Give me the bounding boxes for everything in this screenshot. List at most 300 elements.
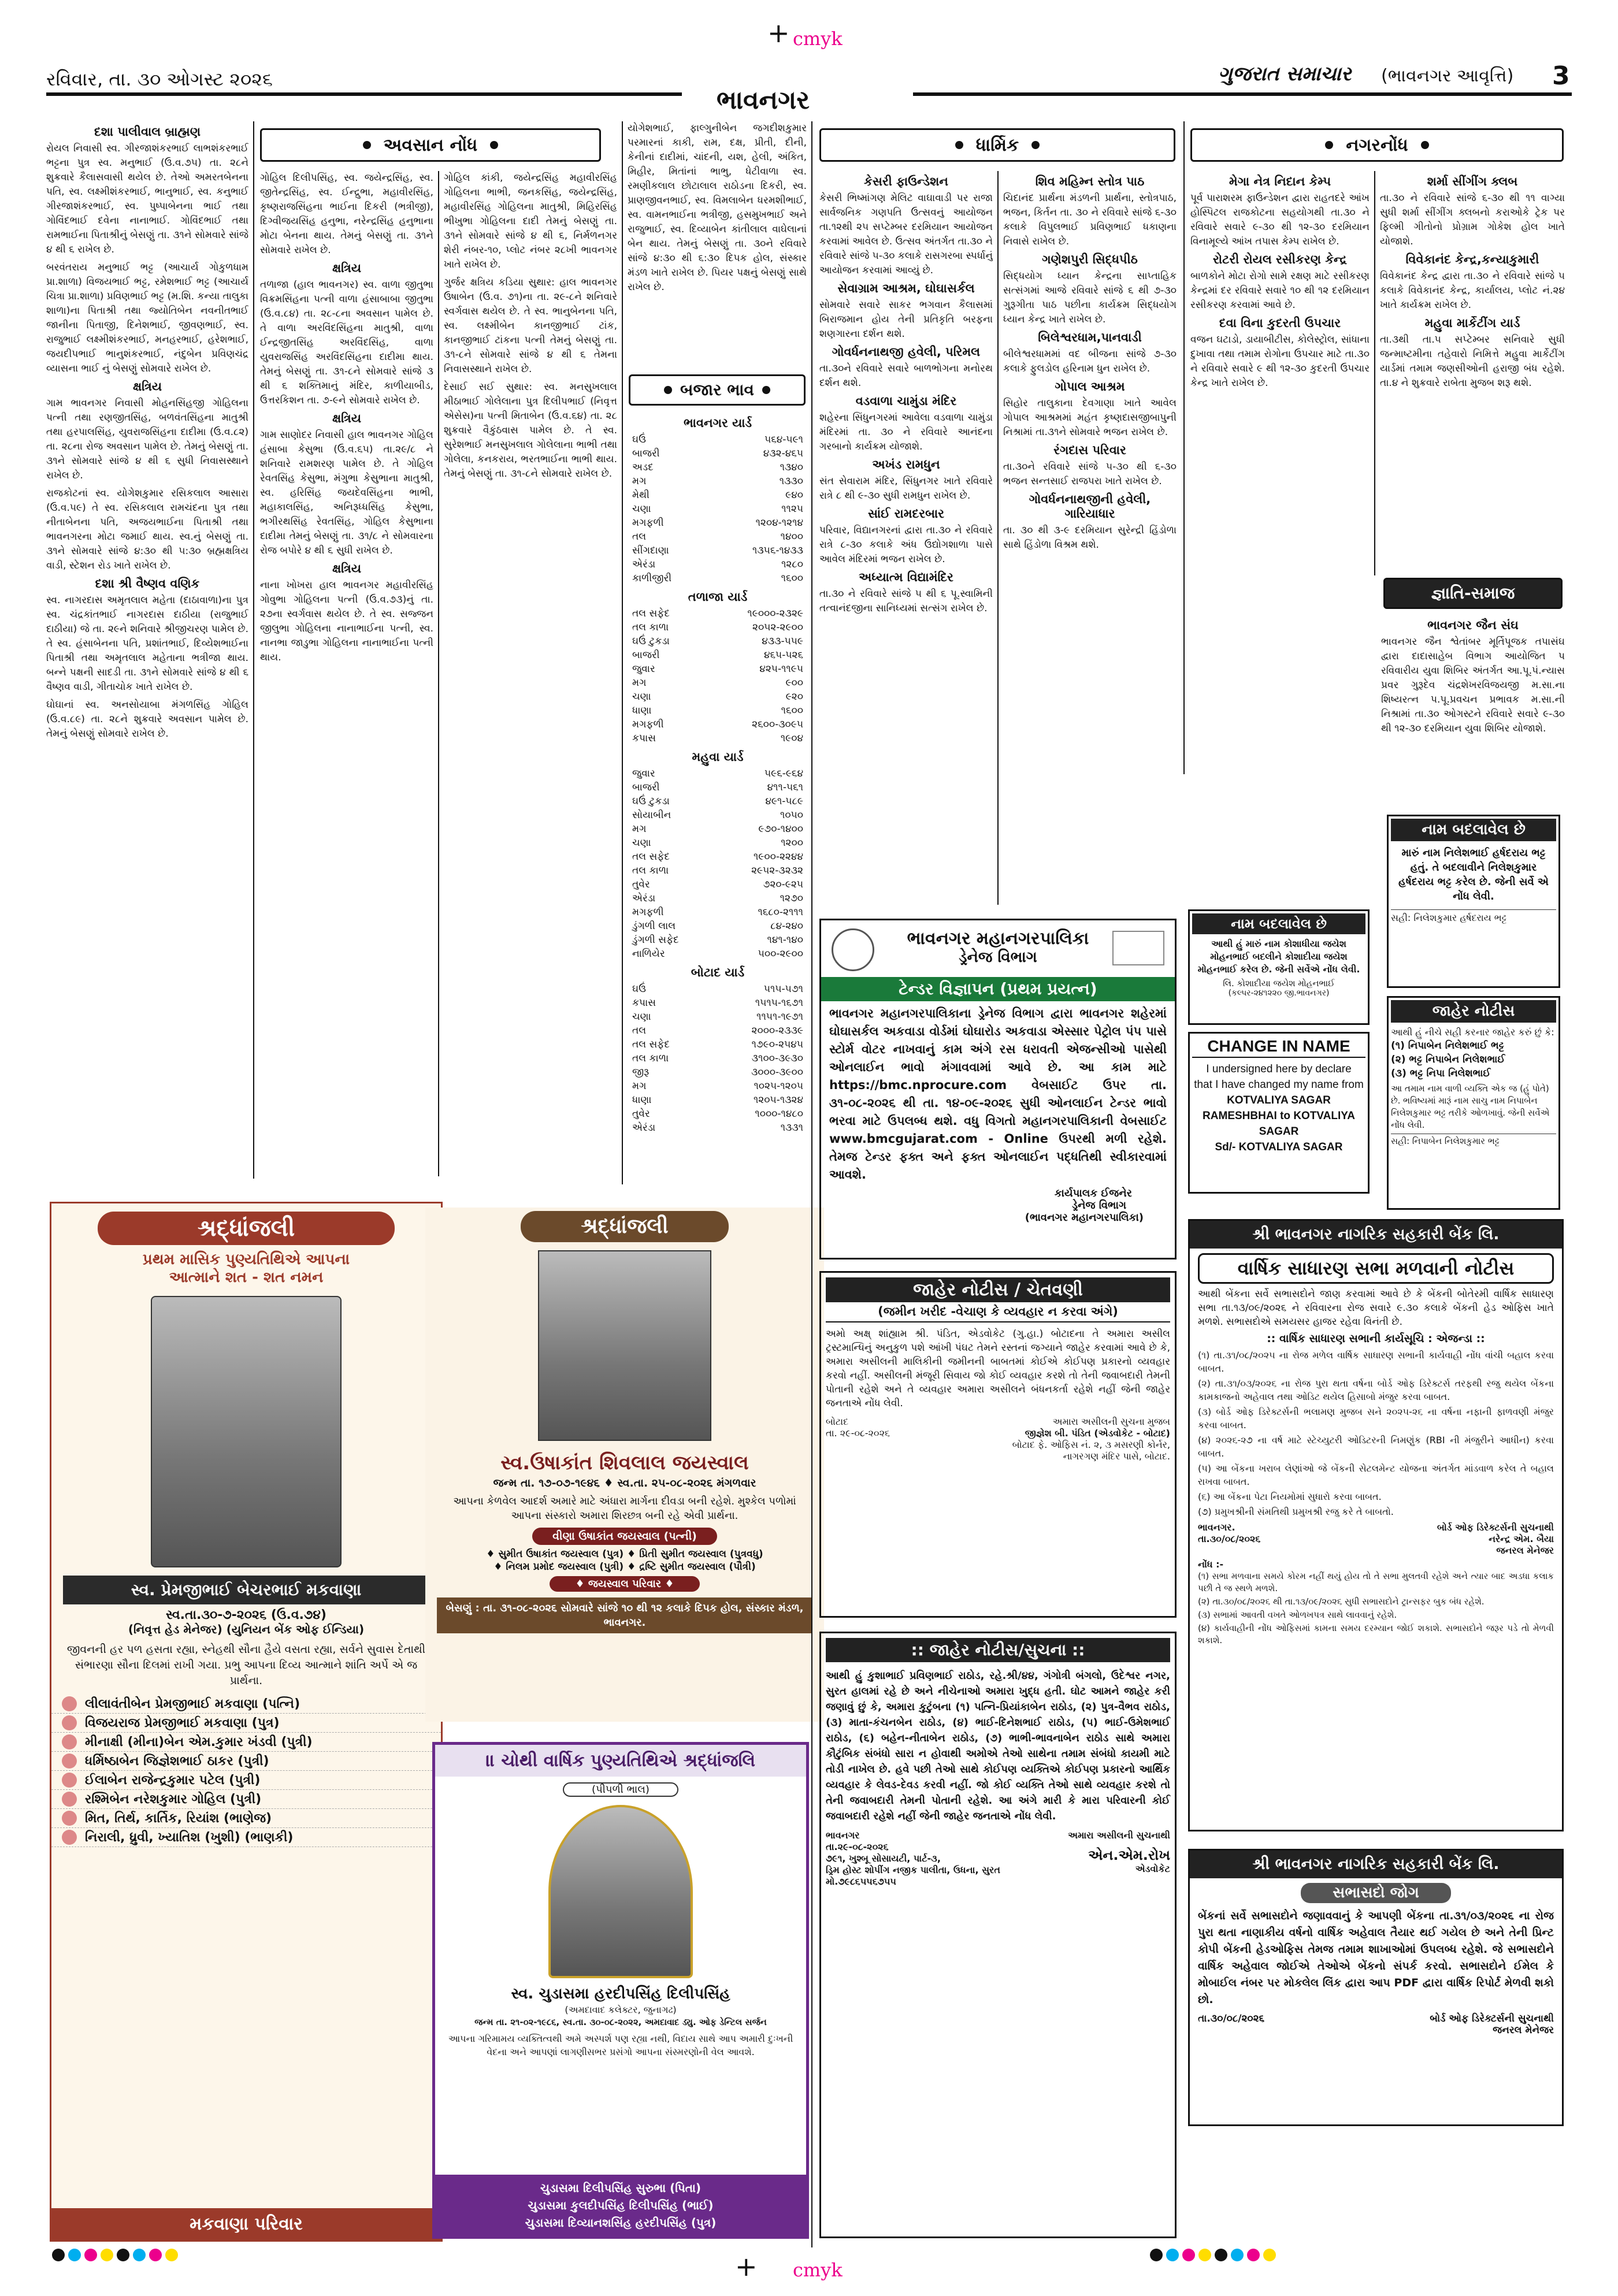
masthead-date: રવિવાર, તા. ૩૦ ઓગસ્ટ ૨૦૨૬ [46,68,273,90]
price-row [630,891,806,905]
obit-para: દેસાઈ સઈ સુથાર: સ્વ. મનસુખલાલ મીઠાભાઈ ગોલેલાના પુત્ર દિલીપભાઈ (નિવૃત્ત એસેસ)ના પત્ની મિતાબેન (ઉ.વ.૬૪) તા. ૨૮ શુક્રવારે વૈકુંઠવાસ પામેલ છે. તે સ્વ. સુરેશભાઈ મનસુખલાલ ગોલેલાના ભાભી તથા ગોલેલા, કનકરાય, ભરતભાઈના ભાભી થાય. તેમનું બેસણું તા. ૩૧-૮ને સોમવારે રાખેલ છે. [444,381,617,480]
shraddhanjali-chudasama [432,1742,809,2239]
notice-address: ડ્રિમ હોસ્ટ શોપીંગ નજીક પાલીતા, ઉધના, સુરત [826,1864,1000,1875]
notice-address: ૭૯૧, ખુશ્બૂ સોસાયટી, પાર્ટ-૩, [826,1853,941,1864]
notice-address: (કલ્પર-૨૪૧૨૨૦ જી.ભાવનગર) [1228,989,1330,998]
obit-para: રાજકોટનાં સ્વ. યોગેશકુમાર રસિકલાલ આસારા (ઉ.વ.૫૯) તે સ્વ. રસિકલાલ રામચંદના પુત્ર તથા નીતાબેનના પતિ, અજયભાઈના પિતાશ્રી તથા ભાવનગરના મોટા જમાઈ થાય. સ્વ.નું બેસણું તા. ૩૧ને સોમવારે સાંજે ૪:૩૦ થી ૫:૩૦ બ્રહ્મક્ષત્રિય વાડી, સ્ટેશન રોડ ખાતે રાખેલ છે. [46,488,248,571]
tender-notice [819,919,1177,1260]
news-headline: ગણેશપુરી સિદ્ધપીઠ [1042,252,1138,266]
news-body: કેસરી ભિષ્માંગણ મેલિટ વાઘાવાડી પર રાજા સાર્વજનિક ગણપતિ ઉત્સવનું આયોજન તા.૧૨થી ૨૫ સપ્ટેમ્બર દરમિયાન આયોજન કરવામાં આવેલ છે. ઉત્સવ અંતર્ગત તા.૩૦ ને રવિવારે સાંજે ૫-૩૦ કલાકે રાસગરબા સ્પર્ધાનું આયોજન કરવામાં આવ્યું છે. [819,192,993,276]
notice-line: that I have changed my name from [1194,1079,1364,1091]
tender-logo [832,928,874,971]
price-row [630,516,806,530]
price-row [630,460,806,474]
notice-item: (૧) નિપાબેન નિલેશભાઈ ભટ્ટ [1391,1040,1504,1052]
besnu-details: બેસણું : તા. ૩૧-૦૮-૨૦૨૬ સોમવારે સાંજે ૧૦ થી ૧૨ કલાકે દિપક હોલ, સંસ્કાર મંડળ, ભાવનગર. [437,1597,812,1633]
commodity-price: ૨૦૫૨-૨૯૦૦ [752,622,803,633]
commodity-name: મગફળી [632,906,664,918]
news-headline: મહુવા માર્કેટીંગ યાર્ડ [1424,316,1520,330]
agenda-item: (૩) બોર્ડ ઓફ ડિરેક્ટર્સની ભલામણ મુજબ સને ૨૦૨૫-૨૬ ના વર્ષના નફાની ફાળવણી મંજુર કરવા બાબત. [1198,1406,1554,1431]
news-headline: સાંઈ રામદરબાર [868,507,944,521]
price-row [630,634,806,648]
shraddhanjali-subtitle: પ્રથમ માસિક પુણ્યતિથિએ આપના [142,1251,350,1268]
family-member: ધર્મિષ્ઠાબેન જિજ્ઞેશભાઈ ઠાકર (પુત્રી) [85,1753,269,1769]
news-body: તા.૩૦ને રવિવારે સાંજે ૫-૩૦ થી ૬-૩૦ ભજન સન્તસાઈ રાજપરા ખાતે રાખેલ છે. [1003,461,1177,487]
family-row [51,1809,441,1828]
notice-sign: નાગરગણ મંદિર પાસે, બોટાદ. [1063,1451,1170,1462]
commodity-price: ૧૫૧૫-૧૬૭૧ [755,997,803,1009]
commodity-name: મગ [632,823,647,835]
commodity-name: એરંડા [632,893,656,904]
commodity-price: ૯૨૦ [785,691,803,703]
price-row [630,878,806,891]
commodity-price: ૨૬૦૦-૩૦૯૫ [752,719,803,730]
nagar-column-a [1190,171,1370,778]
tender-heading: ટેન્ડર વિજ્ઞાપન (પ્રથમ પ્રયત્ન) [821,977,1175,1001]
commodity-price: ૯૪૦ [785,489,803,501]
section-header-gnati: જ્ઞાતિ-સમાજ [1383,578,1563,609]
commodity-name: કપાસ [632,733,656,744]
column-divider [811,121,812,2247]
obit-heading-kshatriya: ક્ષત્રિય [132,380,162,393]
shraddhanjali-jayswal [425,1208,824,1722]
bank-sign: બોર્ડ ઓફ ડિરેક્ટર્સની સુચનાથી [1437,1522,1554,1533]
commodity-price: ૧૨૦૫-૧૩૨૪ [753,1094,803,1106]
notice-sign: અમારા અસીલની સુચનાથી [1068,1830,1170,1841]
news-headline: શિવ મહિમ્ન સ્તોત્ર પાઠ [1035,174,1145,188]
notice-sign: એન.એમ.રોખ [1088,1847,1170,1863]
price-row [630,836,806,850]
commodity-name: તલ સફેદ [632,851,670,863]
commodity-price: ૧૬૮૦-૨૧૧૧ [758,906,803,918]
notice-date: તા.૨૯-૦૮-૨૦૨૬ [826,1841,889,1852]
family-member: ચુડાસમા દિલીપસિંહ સુરુભા (પિતા) [540,2181,702,2195]
obit-para: ઘોઘાનાં સ્વ. અનસોયાબા મંગળસિંહ ગોહિલ (ઉ.વ.૮૯) તા. ૨૮ને શુક્રવારે અવસાન પામેલ છે. તેમનું બેસણું સોમવારે રાખેલ છે. [46,699,248,740]
commodity-price: ૧૬૦૦ [781,705,803,716]
bullet-icon [62,1696,77,1711]
price-row [630,718,806,731]
bank-name: શ્રી ભાવનગર નાગરિક સહકારી બેંક લિ. [1190,1851,1562,1878]
tribute-message: આપના કેળવેલ આદર્શ અમારે માટે અંધારા માર્ગના દીવડા બની રહેશે. મુશ્કેલ પળોમાં આપના સંસ્કારો અમારા શિરછત્ર બની રહે એવી પ્રાર્થના. [453,1495,796,1522]
notice-sign: સહી: નિલેશકુમાર હર્ષદરાય ભટ્ટ [1391,909,1556,924]
commodity-name: તુવેર [632,879,650,890]
commodity-price: ૨૦૦૦-૨૩૩૯ [751,1025,803,1036]
notes-heading: નોંધ :- [1198,1559,1224,1570]
market-yard-title: બોટાદ યાર્ડ [691,965,745,979]
news-body: વિવેકાનંદ કેન્દ્ર દ્વારા તા.૩૦ ને રવિવારે સાંજે ૫ કલાકે વિવેકાનંદ કેન્દ્ર, કાર્યાલય, પ્લોટ નં.૨૪ ખાતે કાર્યક્રમ રાખેલ છે. [1380,270,1565,311]
deceased-name: સ્વ. પ્રેમજીભાઈ બેચરભાઈ મકવાણા [63,1576,429,1604]
notice-heading: નામ બદલાવેલ છે [1391,819,1556,841]
deceased-name: સ્વ.ઉષાકાંત શિવલાલ જયસ્વાલ [500,1451,749,1474]
bank-sign: જનરલ મેનેજર [1493,2024,1554,2036]
commodity-price: ૪૩૩-૫૫૯ [762,636,803,647]
commodity-name: મગ [632,1080,647,1092]
commodity-price: ૧૧૨૫ [781,503,803,515]
commodity-name: એરંડા [632,1122,656,1134]
shraddhanjali-heading: શ્રદ્ધાંજલી [521,1211,729,1242]
bank-place: ભાવનગર. [1198,1522,1235,1533]
column-divider [1374,171,1375,575]
commodity-price: ૯૭૦-૧૪૦૦ [758,823,803,835]
family-row [51,1714,441,1733]
price-row [630,767,806,781]
news-body: ચિદાનંદ પ્રાર્થના મંડળની પ્રાર્થના, સ્તોત્રપાઠ, ભજન, કિર્તન તા. ૩૦ ને રવિવારે સાંજે ૬-૩૦ કલાકે વિપુલભાઈ પ્રવિણભાઈ ધકાણના નિવાસે રાખેલ છે. [1003,192,1177,247]
tender-body: ભાવનગર મહાનગરપાલિકાના ડ્રેનેજ વિભાગ દ્વારા ભાવનગર શહેરમાં ઘોઘાસર્કલ અકવાડા વોર્ડમાં ઘોઘારોડ અકવાડા એસ્સાર પેટ્રોલ પંપ પાસે સ્ટોર્મ વોટર નાખવાનું કામ અંગે રસ ધરાવતી એજન્સીઓ પાસેથી ઓનલાઈન ભાવો મંગાવવામાં આવે છે. આ કામ માટે https://bmc.nprocure.com વેબસાઈટ ઉપર તા. ૩૧-૦૮-૨૦૨૬ થી તા. ૧૪-૦૯-૨૦૨૬ સુધી ઓનલાઈન ટેન્ડર ભાવો ભરવા માટે ઉપલબ્ધ થશે. વધુ વિગતો મહાનગરપાલિકાની વેબસાઈટ www.bmcgujarat.com - Online ઉપરથી મળી રહેશે. તેમજ ટેન્ડર ફક્ત અને ફક્ત ઓનલાઈન પદ્ધતિથી સ્વીકારવામાં આવશે. [829,1006,1167,1182]
note-item: (૨) તા.૩૦/૦૮/૨૦૨૬ થી તા.૧૩/૦૯/૨૦૨૬ સુધી સભાસદોને ટ્રાન્સફર બુક બંધ રહેશે. [1198,1596,1485,1607]
commodity-name: ચણા [632,503,651,515]
market-yard-title: ભાવનગર યાર્ડ [683,416,752,430]
commodity-price: ૧૯૦૦-૨૨૪૪ [753,851,803,863]
price-row [630,1065,806,1079]
shraddhanjali-subtitle: આત્માને શત - શત નમન [169,1269,324,1286]
commodity-price: ૧૦૦૦-૧૪૮૦ [755,1108,803,1120]
news-body: બીલેશ્વરધામમાં વદ બીજના સાંજે ૭-૩૦ કલાકે ફુલડોલ હરિનામ ધુન રાખેલ છે. [1003,348,1177,374]
family-member: મીનાક્ષી (મીના)બેન એમ.કુમાર ખંડવી (પુત્રી) [85,1734,313,1749]
news-headline: રોટરી રોયલ રસીકરણ કેન્દ્ર [1213,252,1347,266]
commodity-name: ચણા [632,1011,651,1023]
price-row [630,864,806,878]
commodity-name: સોયાબીન [632,809,671,821]
news-body: પરિવાર, વિદ્યાનગરનાં દ્વારા તા.૩૦ ને રવિવારે રાત્રે ૮-૩૦ કલાકે અંધ ઉદ્યોગશાળા પાસે આવેલ મંદિરમાં ભજન રાખેલ છે. [819,525,993,565]
bank-members-notice [1188,1849,1564,2126]
news-body: તા.૩૦ ને રવિવારે સાંજે ૬-૩૦ થી ૧૧ વાગ્યા સુધી શર્મા સીંગીંગ ક્લબનો કરાઓકે ટ્રેક પર ફિલ્મી ગીતોનો પ્રોગ્રામ ગોકેશ હોલ ખાતે યોજાશે. [1380,192,1565,247]
family-row [51,1733,441,1752]
column-4-text [628,121,807,364]
commodity-name: નાળિયેર [632,948,665,960]
family-member: રશ્મિબેન નરેશકુમાર ગોહિલ (પુત્રી) [85,1792,262,1807]
masthead-rule-right [913,92,1572,96]
jaher-notice-small [1387,996,1560,1210]
news-headline: ગોવર્ધનનાથજીની હવેલી, ગારિયાધાર [1029,492,1151,521]
price-row [630,1024,806,1038]
note-item: (૪) કાર્યવાહીની નોંધ ઓફિસમાં કામના સમય દરમ્યાન જોઈ શકાશે. સભાસદોને જરૂર પડે તો મેળવી શકાશે. [1198,1623,1554,1645]
obit-para: તળાજા (હાલ ભાવનગર) સ્વ. વાળા જીતુભા વિક્રમસિંહના પત્ની વાળા હંસાબાબા જીતુભા (ઉ.વ.૮૪) તા. ૨૮-૮ના અવસાન પામેલ છે. તે વાળા અરવિંદસિંહના માતુશ્રી, વાળા ઈન્દ્રજીતસિંહ અરવિંદસિંહ, વાળા યુવરાજસિંહ અરવિંદસિંહના દાદીમા થાય. તેમનું બેસણું તા. ૩૧-૮ને સોમવારે સાંજે ૩ થી ૬ શક્તિમાનું મંદિર, કાળીયાબીડ, ઉત્તરકિશન તા. ૭-૯ને સોમવારે રાખેલ છે. [260,279,433,406]
column-1-obituaries [46,121,248,1179]
obit-para: સ્વ. નાગરદાસ અમૃતલાલ મહેતા (દાઠાવાળા)ના પુત્ર સ્વ. ચંદ્રકાંતભાઈ નાગરદાસ દાઠીયા (રાજુભાઈ દાઠીયા) જે તા. ૨૯ને શનિવારે શ્રીજીચરણ પામેલ છે. તે સ્વ. હંસાબેનના પતિ, પ્રશાંતભાઈ, દિવ્યેશભાઈના પિતાશ્રી તથા અમૃતલાલ મહેતાના ભત્રીજા થાય. બન્ને પક્ષની સાદડી તા. ૩૧ને સોમવારે સાંજે ૪ થી ૬ વૈષ્ણવ વાડી, ગીતાચોક ખાતે રાખેલ છે. [46,595,248,693]
notice-sign: બોટાદ ફે. ઓફિસ નં. ૨, ૩ મસરણી કોર્નર, [1012,1439,1170,1450]
notice-date: તા. ૨૯-૦૮-૨૦૨૬ [826,1428,890,1439]
notice-footer: આ તમામ નામ વાળી વ્યક્તિ એક જ (હું પોતે) છે. ભવિષ્યમાં મારૂં નામ સાચુ નામ નિપાબેન નિલેશકુમાર ભટ્ટ તરીકે ઓળખાવું. જેની સર્વેએ નોંધ લેવી. [1391,1083,1550,1130]
price-row [630,662,806,676]
price-row [630,808,806,822]
price-table [630,607,806,745]
price-row [630,676,806,690]
commodity-name: ધાણા [632,1094,652,1106]
commodity-name: મગ [632,677,647,689]
portrait-photo [151,1296,342,1567]
notice-line: SAGAR [1259,1125,1299,1138]
tender-sign: કાર્યપાલક ઈજનેર [1054,1187,1132,1199]
bullet-icon [62,1753,77,1769]
news-body: બાળકોને મોટા રોગો સામે રક્ષણ માટે રસીકરણ કેન્દ્રમાં દર રવિવારે સવારે ૧૦ થી ૧૨ દરમિયાન રસીકરણ કરવામાં આવે છે. [1190,270,1370,311]
commodity-name: તલ સફેદ [632,1039,670,1050]
family-row [51,1790,441,1809]
family-footer: મકવાણા પરિવાર [51,2208,441,2240]
bank-date: તા.૩૦/૦૮/૨૦૨૬ [1198,2013,1265,2024]
tender-org: ભાવનગર મહાનગરપાલિકા [907,928,1089,949]
price-row [630,1093,806,1107]
price-row [630,530,806,544]
commodity-name: ડુંગળી સફેદ [632,934,679,946]
bank-intro: આથી બેંકના સર્વે સભાસદોને જાણ કરવામાં આવે છે કે બેંકની બોતેરમી વાર્ષિક સાધારણ સભા તા.૧૩/૦૯/૨૦૨૬ ને રવિવારના રોજ સવારે ૯.૩૦ કલાકે બેંકની હેડ ઓફિસ ખાતે મળશે. સભાસદોએ સમયસર હાજર રહેવા વિનંતી છે. [1198,1288,1554,1328]
cmyk-label-bottom: cmyk [793,2259,843,2281]
bullet-icon [62,1715,77,1730]
dharmik-column-b [1003,171,1177,905]
commodity-price: ૧૦૨૫-૧૨૦૫ [754,1080,803,1092]
print-crosshair-bottom: + [735,2251,758,2282]
commodity-name: બાજરી [632,448,660,459]
commodity-price: ૧૧૫૧-૧૯૭૧ [756,1011,803,1023]
commodity-name: કાળીજીરી [632,573,672,584]
family-member: ♦ જયસ્વાલ પરિવાર ♦ [550,1576,700,1592]
commodity-price: ૧૦૫૦ [780,809,803,821]
commodity-name: મગ [632,475,647,487]
price-row [630,433,806,447]
price-row [630,982,806,996]
news-body: સિદ્ધયોગ ધ્યાન કેન્દ્રના સાપ્તાહિક સત્સંગમાં આજે રવિવારે સાંજે ૬ થી ૭-૩૦ ગુરૂગીતા પાઠ પછીના કાર્યક્રમ સિદ્ધયોગ ધ્યાન કેન્દ્ર ખાતે રાખેલ છે. [1003,270,1177,325]
avsan-column-b [444,171,617,1176]
dharmik-column-a [819,171,993,905]
commodity-price: ૧૩૪૦ [780,462,803,473]
notice-item: (૨) ભટ્ટ નિપાબેન નિલેશભાઈ [1391,1054,1505,1065]
commodity-name: તલ કાળા [632,1053,669,1064]
price-table [630,982,806,1135]
notes-list [1198,1570,1554,1647]
price-row [630,648,806,662]
obit-heading-kshatriya: ક્ષત્રિય [332,562,362,575]
commodity-name: ચણા [632,837,651,849]
news-body: સોમવારે સવારે સાકર ભગવાન કૈલાસમાં બિરાજમાન હોય તેની પ્રતિકૃતિ બરફના શણગારના દર્શન થશે. [819,299,993,340]
nagar-column-b [1380,171,1565,564]
commodity-price: ૧૨૦૦ [781,837,803,849]
commodity-price: ૩૦૦૦-૩૯૦૦ [751,1067,803,1078]
price-row [630,544,806,558]
news-headline: ગોવર્ધનનાથજી હવેલી, પરિમલ [832,345,981,359]
commodity-name: તલ સફેદ [632,608,670,619]
price-row [630,850,806,864]
agenda-item: (૬) આ બેંકના પેટા નિયમોમાં સુધારો કરવા બાબત. [1198,1491,1382,1502]
jaher-suchna-notice [819,1632,1177,2238]
news-body: શહેરના સિંધુનગરમાં આવેલા વડવાળા ચામુંડા મંદિરમાં તા. ૩૦ ને રવિવારે આનંદના ગરબાનો કાર્યક્રમ યોજાશે. [819,412,993,452]
bank-notice-heading: સભાસદો જોગ [1301,1883,1451,1903]
notice-heading: :: જાહેર નોટીસ/સુચના :: [826,1638,1170,1662]
price-row [630,1052,806,1065]
news-headline: બિલેશ્વરધામ,પાનવાડી [1038,330,1142,344]
obit-para: ગામ ભાવનગર નિવાસી મોહનસિંહજી ગોહિલના પત્ની તથા રણજીતસિંહ, બળવંતસિંહના માતુશ્રી તથા હરપાલસિંહ, યુવરાજસિંહના દાદીમા (ઉ.વ.૮૨) તા. ૨૮ના રોજ અવસાન પામેલ છે. તેમનું બેસણું તા. ૩૧ને સોમવારે સાંજે ૪ થી ૬ સુધી નિવાસસ્થાને રાખેલ છે. [46,397,248,481]
price-row [630,822,806,836]
bank-sign: નરેન્દ્ર એમ. બૈયા [1489,1533,1554,1544]
obit-para: ગુર્જર ક્ષત્રિય કડિયા સુથાર: હાલ ભાવનગર ઉષાબેન (ઉ.વ. ૭૧)ના તા. ૨૯-૮ને શનિવારે સ્વર્ગવાસ થયેલ છે. તે સ્વ. ભાનુબેનના પતિ, સ્વ. લક્ષ્મીબેન કાનજીભાઈ ટાંક, કાનજીભાઈ ટાંકના પત્ની તેમનું બેસણું તા. ૩૧-૮ને સોમવારે સાંજે ૪ થી ૬ તેમના નિવાસસ્થાને રાખેલ છે. [444,277,617,375]
bank-name: શ્રી ભાવનગર નાગરિક સહકારી બેંક લિ. [1190,1221,1562,1249]
news-body: સંત સેવારામ મંદિર, સિંધુનગર ખાતે રવિવારે રાત્રે ૮ થી ૯-૩૦ સુધી રામધુન રાખેલ છે. [819,475,993,501]
section-header-bazar: બજાર ભાવ [629,374,806,406]
deceased-sub: (અમદાવાદ કલેક્ટર, જુનાગઢ) [565,2004,677,2015]
commodity-name: સીંગદાણા [632,545,669,556]
commodity-name: ઘઉં [632,434,646,445]
shraddhanjali-heading: ॥ ચોથી વાર્ષિક પુણ્યતિથિએ શ્રદ્ધાંજલિ [435,1745,806,1777]
commodity-price: ૪૨૫-૧૧૯૫ [759,663,803,675]
commodity-price: ૧૩૩૧ [780,1122,803,1134]
commodity-name: તુવેર [632,1108,650,1120]
obit-heading-kshatriya: ક્ષત્રિય [332,261,362,275]
market-yard-title: તળાજા યાર્ડ [688,590,748,604]
obit-para: નાના ખોખરા હાલ ભાવનગર મહાવીરસિંહ ગોવુભા ગોહિલના પત્ની (ઉ.વ.૭૩)નું તા. ૨૭ના સ્વર્ગવાસ થયેલ છે. તે સ્વ. સજ્જન જીલુભા ગોહિલના નાનાભાઈના પત્ની, સ્વ. નાનભા જાડુભા ગોહિલના નાનાભાઈના પત્ની થાય. [260,579,433,663]
print-crosshair-top: + [767,17,790,49]
news-headline: ગોપાલ આશ્રમ [1055,380,1125,393]
commodity-price: ૧૭૯૦-૨૫૪૫ [751,1039,803,1050]
name-change-notice-1 [1387,815,1560,988]
masthead-paper-name: ગુજરાત સમાચાર [1218,62,1352,86]
price-row [630,502,806,516]
agenda-item: (૫) આ બેંકના ખરાબ લેણાંઓ જે બેંકની સેટલમેન્ટ યોજના અંતર્ગત માંડવાળ કરેલ તે બહાલ રાખવા બાબત. [1198,1463,1554,1487]
agenda-item: (૨) તા.૩૧/૦૩/૨૦૨૬ ના રોજ પુરા થતા વર્ષના બોર્ડ ઓફ ડિરેક્ટર્સ તરફથી રજુ થયેલ બેંકના કામકાજનો અહેવાલ તથા ઓડિટ થયેલ હિસાબો મંજુર કરવા બાબત. [1198,1378,1554,1402]
family-member: ♦ સુમીત ઉષાકાંત જયસ્વાલ (પુત્ર) ♦ પ્રિતી સુમીત જયસ્વાલ (પુત્રવધુ) [486,1548,763,1560]
news-body: તા.૩થી તા.૫ સપ્ટેમ્બર સનિવારે સુધી જન્માષ્ટમીના તહેવારો નિમિત્તે મહુવા માર્કેટીંગ યાર્ડમાં તમામ જણસીઓની હરાજી બંધ રહેશે. તા.૪ ને શુક્રવારે રાબેતા મુજબ શરૂ થશે. [1380,334,1565,389]
bank-date: તા.૩૦/૦૮/૨૦૨૬ [1198,1533,1261,1544]
commodity-price: ૧૨૭૦ [780,893,803,904]
commodity-name: જુવાર [632,768,655,779]
market-yard-title: મહુવા યાર્ડ [692,750,744,764]
registration-dots-right [1150,2249,1276,2261]
commodity-name: બાજરી [632,782,660,793]
commodity-name: તલ [632,1025,647,1036]
commodity-price: ૧૩૩૦ [779,475,803,487]
price-table [630,433,806,585]
bazar-bhav-list [630,411,806,1186]
notice-sign: એડવોકેટ [1135,1863,1170,1874]
family-row [51,1695,441,1714]
family-row [51,1752,441,1771]
page-number: 3 [1552,61,1570,91]
news-body: તા. ૩૦ થી ૩-૯ દરમિયાન સુરેન્દ્રી હિંડોળા સાથે હિંડોળા વિશ્રમ થશે. [1003,525,1177,551]
price-row [630,488,806,502]
commodity-price: ૪૧૧-૫૬૧ [767,782,803,793]
commodity-name: મેથી [632,489,650,501]
price-row [630,905,806,919]
news-headline: અખંડ રામધુન [872,458,940,471]
notice-text: આથી હું નીચે સહી કરનાર જાહેર કરું છું કે: [1391,1027,1554,1038]
column-divider [1183,121,1185,774]
notice-heading: CHANGE IN NAME [1192,1036,1365,1058]
agenda-item: (૧) તા.૩૧/૦૮/૨૦૨૫ ના રોજ મળેલ વાર્ષિક સાધારણ સભાની કાર્યવાહી નોંધ વાંચી બહાલ કરવા બાબત. [1198,1350,1554,1374]
commodity-price: ૧૬૦૦ [781,573,803,584]
bank-body: બેંકનાં સર્વે સભાસદોને જણાવવાનું કે આપણી બેંકના તા.૩૧/૦૩/૨૦૨૬ ના રોજ પુરા થતા નાણાકીય વર્ષનો વાર્ષિક અહેવાલ તૈયાર થઈ ગયેલ છે અને તેની પ્રિન્ટ કોપી બેંકની હેડઓફિસ તેમજ તમામ શાખાઓમાં ઉપલબ્ધ રહેશે. જે સભાસદોને વાર્ષિક અહેવાલ જોઈએ તેઓએ બેંકનો સંપર્ક કરવો. સભાસદોને ઈમેલ કે મોબાઈલ નંબર પર મોકલેલ લિંક દ્વારા આપ PDF દ્વારા વાર્ષિક રિપોર્ટ મેળવી શકો છો. [1198,1909,1554,2006]
notice-sign: સહી: નિપાબેન નિલેશકુમાર ભટ્ટ [1391,1134,1556,1146]
shraddhanjali-makwana [50,1202,443,2242]
commodity-name: મગફળી [632,517,664,529]
commodity-name: ઘઉં ટુકડા [632,796,670,807]
commodity-name: અડદ [632,462,654,473]
commodity-name: કપાસ [632,997,656,1009]
commodity-name: ધાણા [632,705,652,716]
price-row [630,1107,806,1121]
price-row [630,1010,806,1024]
tender-dept: ડ્રેનેજ વિભાગ [959,949,1037,966]
column-divider [622,121,623,1184]
notice-heading: જાહેર નોટીસ / ચેતવણી [826,1277,1170,1302]
family-member: લીલાવંતીબેન પ્રેમજીભાઈ મકવાણા (પત્નિ) [85,1696,300,1711]
news-headline: દવા વિના કુદરતી ઉપચાર [1219,316,1341,330]
masthead-rule [46,92,682,96]
bullet-icon [62,1773,77,1788]
news-body: તા.૩૦ ને રવિવારે સાંજે ૫ થી ૬ પૂ.સ્વામિની તત્વાનંદજીના સાનિધ્યમાં સત્સંગ રાખેલ છે. [819,588,993,614]
commodity-name: ઘઉં [632,983,646,995]
price-row [630,781,806,794]
notice-item: (૩) ભટ્ટ નિપા નિલેશભાઈ [1391,1068,1491,1079]
notice-place: ભાવનગર [826,1830,860,1841]
commodity-name: ચણા [632,691,651,703]
price-row [630,1121,806,1135]
place-tag: (પીપળી ભાલ) [563,1782,678,1797]
tender-sign: (ભાવનગર મહાનગરપાલિકા) [1025,1212,1144,1224]
family-member: મિત, તિર્થ, કાર્તિક, રિયાંશ (ભાણેજ) [85,1811,272,1826]
bank-agm-notice [1188,1219,1564,1831]
bank-notice-heading: વાર્ષિક સાધારણ સભા મળવાની નોટીસ [1198,1253,1554,1284]
commodity-price: ૪૩૨-૪૬૫ [763,448,803,459]
price-row [630,607,806,621]
notice-sub: (જમીન ખરીદ -વેચાણ કે વ્યવહાર ન કરવા અંગે) [826,1302,1170,1322]
news-headline: સેવાગ્રામ આશ્રમ, ઘોઘાસર્કલ [837,281,975,295]
commodity-name: ઘઉં ટુકડા [632,636,670,647]
family-block [435,2175,806,2236]
commodity-price: ૧૪૧-૧૪૦ [767,934,803,946]
notice-line: Sd/- KOTVALIYA SAGAR [1215,1141,1343,1153]
gnati-title: ભાવનગર જૈન સંઘ [1427,618,1519,632]
bullet-icon [62,1734,77,1749]
masthead-edition: (ભાવનગર આવૃત્તિ) [1381,66,1514,86]
cmyk-label-top: cmyk [793,28,843,50]
notice-text: મારું નામ નિલેશભાઈ હર્ષદરાય ભટ્ટ હતું. તે બદલાવીને નિલેશકુમાર હર્ષદરાય ભટ્ટ કરેલ છે. જેની સર્વે એ નોંધ લેવી. [1398,847,1549,902]
obit-heading-kshatriya: ક્ષત્રિય [332,411,362,425]
commodity-price: ૭૨૦-૯૨૫ [763,879,803,890]
commodity-name: મગફળી [632,719,664,730]
section-header-nagar: નગરનોંધ [1190,128,1564,162]
price-row [630,558,806,571]
notice-line: KOTVALIYA SAGAR [1227,1094,1331,1106]
family-member: ♦ નિલમ પ્રમોદ જયસ્વાલ (પુત્રી) ♦ દ્રષ્ટિ સુમીત જયસ્વાલ (પૌત્રી) [493,1561,756,1573]
news-body: પૂર્વ પારાશરમ ફાઉન્ડેશન દ્વારા રાહતદરે આંખ હોસ્પિટલ રાજકોટના સહયોગથી તા.૩૦ ને રવિવારે સવારે ૯-૩૦ થી ૧૨-૩૦ દરમિયાન વિનામૂલ્યે આંખ તપાસ કેમ્પ રાખેલ છે. [1190,192,1370,247]
note-item: (૧) સભા મળવાના સમયે કોરમ નહીં થયું હોય તો તે સભા મુલતવી રહેશે અને ત્યાર બાદ અડધા કલાક પછી તે જ સ્થળે મળશે. [1198,1571,1554,1593]
news-headline: વડવાળા ચામુંડા મંદિર [855,394,957,408]
agenda-item: (૪) ૨૦૨૬-૨૭ ના વર્ષ માટે સ્ટેચ્યુટરી ઓડિટરની નિમણુંક (RBI ની મંજુરીને આધીન) કરવા બાબત. [1198,1435,1554,1459]
portrait-photo [538,1250,711,1441]
notice-sign: જીજ્ઞેશ બી. પંડિત (એડવોકેટ - બોટાદ) [1025,1428,1170,1439]
family-row [51,1771,441,1790]
news-headline: મેગા નેત્ર નિદાન કેમ્પ [1229,174,1331,188]
bullet-icon [62,1811,77,1826]
commodity-name: એરંડા [632,559,656,570]
commodity-price: ૫૦૦-૨૯૦૦ [758,948,803,960]
family-member: વીણા ઉષાકાંત જયસ્વાલ (પત્ની) [532,1528,717,1545]
price-row [630,933,806,947]
price-row [630,690,806,704]
registration-dots-left [52,2249,178,2261]
price-row [630,704,806,718]
agenda-heading: :: વાર્ષિક સાધારણ સભાની કાર્યસૂચિ : એજન્ડા :: [1267,1332,1485,1345]
commodity-name: જીરૂ [632,1067,650,1078]
price-row [630,621,806,634]
tribute-message: આપના ગરિમામય વ્યક્તિત્વથી અમે અસ્પર્શ પણ રહ્યા નથી, વિદાય સાથે આપ અમારી દુઃખની વેદના અને આપણાં લાગણીસભર પ્રસંગો આપના સંસ્મરણોની વેલ આવશે. [448,2033,793,2057]
obit-para: ગામ સાણોદર નિવાસી હાલ ભાવનગર ગોહિલ હંસાબા કેસુભા (ઉ.વ.૬૫) તા.૨૯/૮ ને શનિવારે રામશરણ પામેલ છે. તે ગોહિલ રેવતસિંહ કેસુભા, મંગુભા કેસુભાના માતુશ્રી, સ્વ. હરિસિંહ જયદેવસિંહના ભાભી, મહાકાલસિંહ, અનિરૂધ્ધસિંહ કેસુભા, ભગીરથસિંહ રેવતસિંહ, ગોહિલ કેસુભાના દાદીમા તેમનું બેસણું તા. ૩૧/૮ ને સોમવારના રોજ બપોરે ૪ થી ૬ સુધી રાખેલ છે. [260,429,433,556]
commodity-price: ૧૪૦૦ [780,531,803,543]
column-divider [997,171,999,905]
commodity-price: ૩૧૦૦-૩૯૩૦ [751,1053,803,1064]
obit-para: ગોહિલ દિલીપસિંહ, સ્વ. જયેન્દ્રસિંહ, સ્વ. જીતેન્દ્રસિંહ, સ્વ. ઈન્દ્રુભા, મહાવીરસિંહ, કૃષ્ણરાજસિંહના ભાઈના દિકરી (ભત્રીજી), દિગ્વીજયસિંહ હનુભા, નરેન્દ્રસિંહ હનુભાના મોટા બેનના થાય. તેમનું બેસણું તા. ૩૧ને સોમવારે રાખેલ છે. [260,172,433,256]
bank-sign: જનરલ મેનેજર [1496,1545,1554,1556]
agenda-item: (૭) પ્રમુખશ્રીની સંમતિથી પ્રમુખશ્રી રજુ કરે તે બાબતો. [1198,1506,1394,1517]
commodity-price: ૪૬૫-૫૨૬ [763,649,803,661]
commodity-price: ૧૩૫૬-૧૪૩૩ [752,545,803,556]
